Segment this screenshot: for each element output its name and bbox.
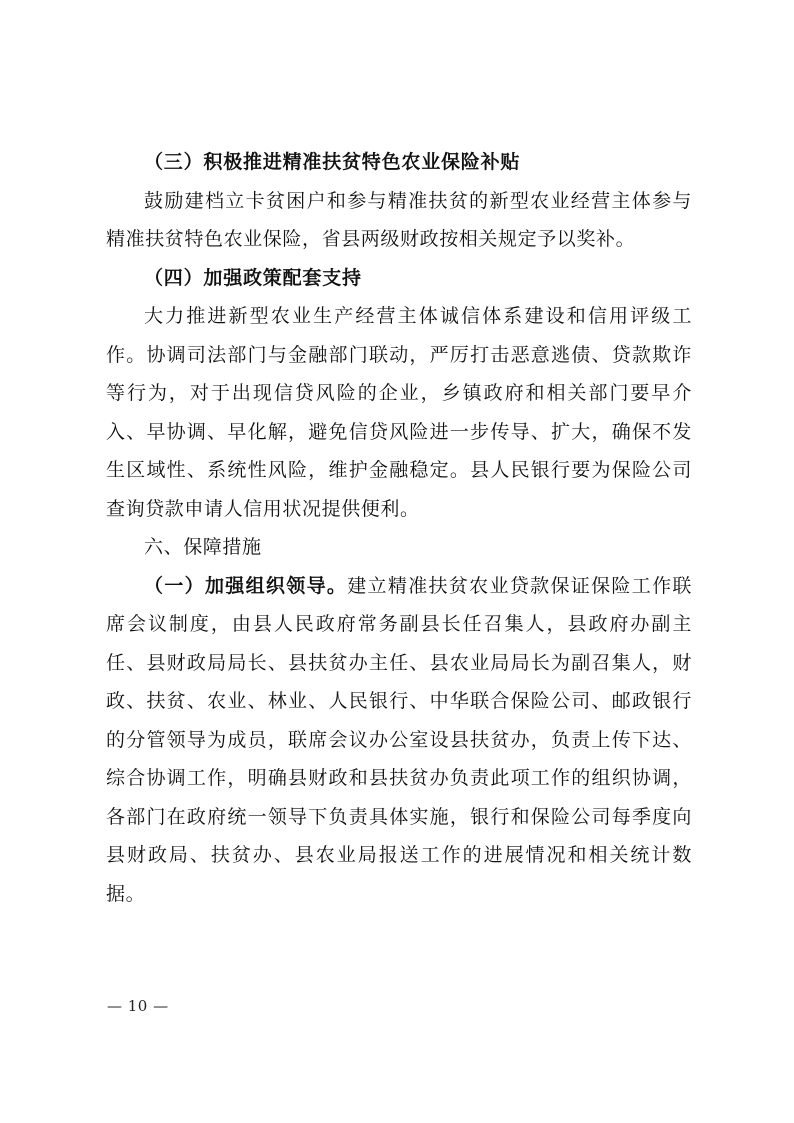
- subsection-body-1: 建立精准扶贫农业贷款保证保险工作联席会议制度，由县人民政府常务副县长任召集人，县政府办副主任、县财政局局长、县扶贫办主任、县农业局局长为副召集人，财政、扶贫、农业、林业、人民银行、中华联合保险公司、邮政银行的分管领导为成员，联席会议办公室设县扶贫办，负责上传下达、综合协调工作，明确县财政和县扶贫办负责此项工作的组织协调，各部门在政府统一领导下负责具体实施，银行和保险公司每季度向县财政局、扶贫办、县农业局报送工作的进展情况和相关统计数据。: [106, 574, 692, 905]
- page-number: — 10 —: [107, 997, 169, 1015]
- section-heading-4: （四）加强政策配套支持: [144, 266, 362, 289]
- subsection-lead-1: （一）加强组织领导。: [144, 574, 348, 597]
- section-heading-6: 六、保障措施: [144, 536, 262, 558]
- document-body: [106, 143, 692, 913]
- section-paragraph-3: 鼓励建档立卡贫困户和参与精准扶贫的新型农业经营主体参与精准扶贫特色农业保险，省县两级财政按相关规定予以奖补。: [106, 189, 692, 250]
- section-paragraph-4: 大力推进新型农业生产经营主体诚信体系建设和信用评级工作。协调司法部门与金融部门联动，严厉打击恶意逃债、贷款欺诈等行为，对于出现信贷风险的企业，乡镇政府和相关部门要早介入、早协调、早化解，避免信贷风险进一步传导、扩大，确保不发生区域性、系统性风险，维护金融稳定。县人民银行要为保险公司查询贷款申请人信用状况提供便利。: [106, 305, 692, 520]
- subsection-paragraph-1: [106, 567, 692, 914]
- section-heading-3: （三）积极推进精准扶贫特色农业保险补贴: [144, 151, 521, 173]
